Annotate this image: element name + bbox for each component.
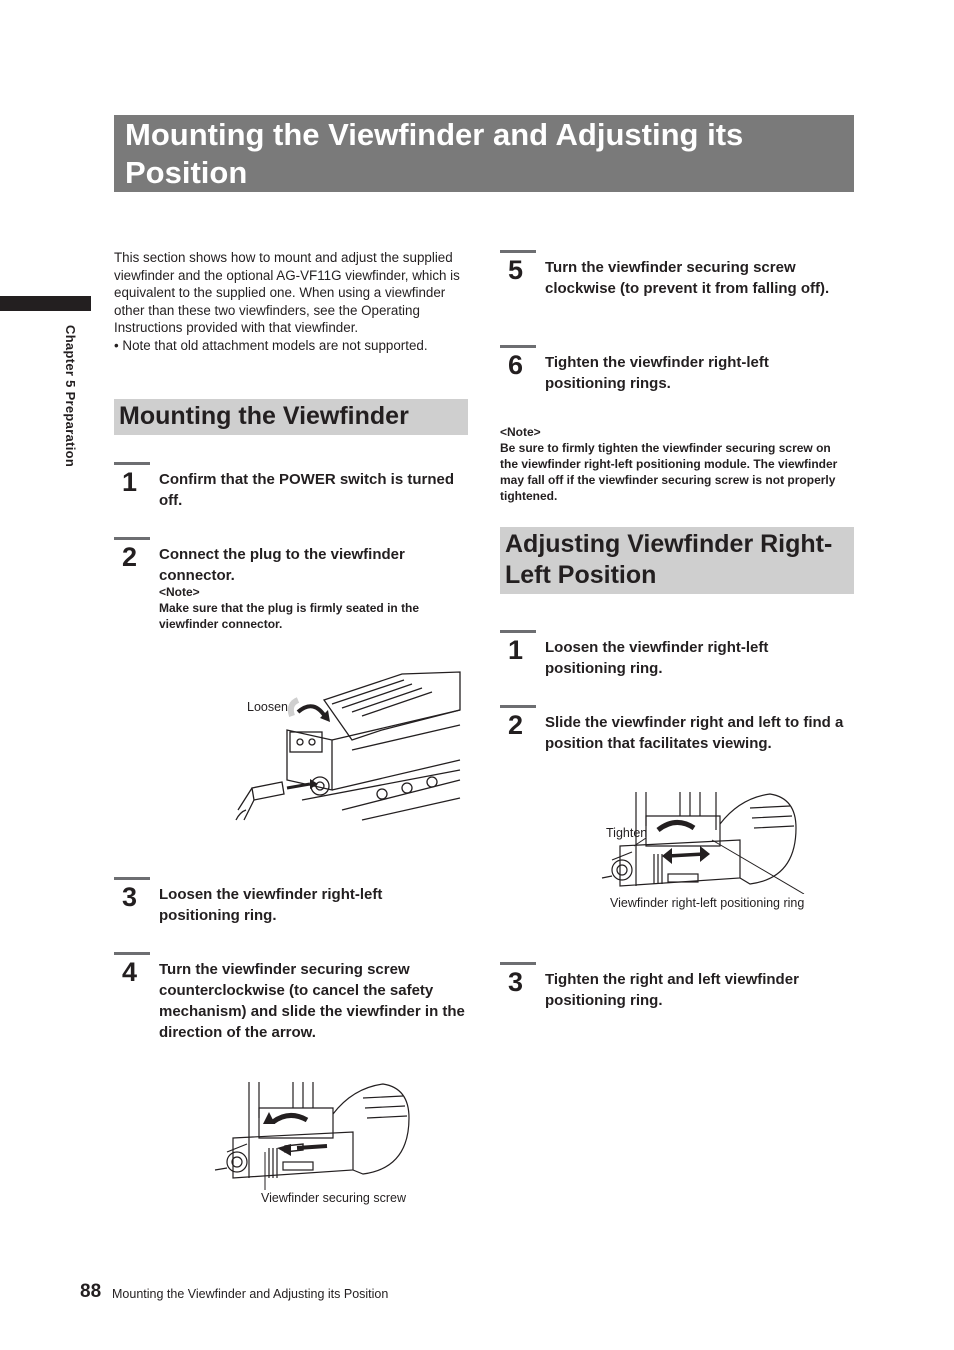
step-number: 2 xyxy=(122,542,138,572)
step-rule xyxy=(114,877,150,880)
note-label: <Note> xyxy=(500,425,541,439)
step-rule xyxy=(500,630,536,633)
step-number: 2 xyxy=(508,710,524,740)
page-number: 88 xyxy=(80,1281,102,1302)
figure-label-loosen: Loosen xyxy=(247,700,289,714)
chapter-tab-label: Chapter 5 Preparation xyxy=(63,325,78,468)
step-number: 5 xyxy=(508,255,524,285)
step-number: 6 xyxy=(508,350,524,380)
step-rule xyxy=(114,462,150,465)
step-text: Loosen the viewfinder right-left positioning ring. xyxy=(545,639,769,677)
footer-title: Mounting the Viewfinder and Adjusting its Position xyxy=(112,1287,389,1301)
viewfinder-adjust-illustration xyxy=(600,790,810,894)
note-label: <Note> xyxy=(159,585,200,599)
intro-bullet: • Note that old attachment models are not supported. xyxy=(114,337,428,353)
section-heading-adjusting: Adjusting Viewfinder Right-Left Position xyxy=(500,527,854,594)
step-text: Connect the plug to the viewfinder connector. xyxy=(159,546,405,584)
step-number: 1 xyxy=(122,467,138,497)
step-text: Tighten the viewfinder right-left positioning rings. xyxy=(545,354,769,392)
step-rule xyxy=(114,537,150,540)
step-note xyxy=(159,584,459,632)
step-number: 1 xyxy=(508,635,524,665)
intro-paragraph: This section shows how to mount and adjust the supplied viewfinder and the optional AG-VF11G viewfinder, which is equivalent to the supplied one. When using a viewfinder other than these two viewfinders, see the Operating Instructions provided with that viewfinder. xyxy=(114,250,460,336)
camera-connector-illustration xyxy=(232,670,464,826)
step-rule xyxy=(500,705,536,708)
step-number: 4 xyxy=(122,957,138,987)
step-text: Confirm that the POWER switch is turned off. xyxy=(159,471,455,509)
note-text: Be sure to firmly tighten the viewfinder securing screw on the viewfinder right-left positioning module. The viewfinder may fall off if the viewfinder securing screw is not properly tightened. xyxy=(500,441,838,503)
figure-label-tighten: Tighten xyxy=(606,826,648,840)
step-text: Tighten the right and left viewfinder positioning ring. xyxy=(545,971,799,1009)
step-rule xyxy=(500,962,536,965)
step-rule xyxy=(114,952,150,955)
step-text: Loosen the viewfinder right-left positioning ring. xyxy=(159,886,383,924)
note-block xyxy=(500,424,850,504)
step-rule xyxy=(500,345,536,348)
chapter-tab-bar xyxy=(0,296,91,311)
figure-label-securing-screw: Viewfinder securing screw xyxy=(261,1191,406,1205)
step-text: Turn the viewfinder securing screw clockwise (to prevent it from falling off). xyxy=(545,259,830,297)
section-heading-mounting: Mounting the Viewfinder xyxy=(114,399,468,435)
step-number: 3 xyxy=(122,882,138,912)
viewfinder-slide-illustration xyxy=(213,1078,413,1190)
page-title: Mounting the Viewfinder and Adjusting its Position xyxy=(125,117,744,190)
figure-label-positioning-ring: Viewfinder right-left positioning ring xyxy=(610,896,805,910)
step-rule xyxy=(500,250,536,253)
step-number: 3 xyxy=(508,967,524,997)
step-text: Turn the viewfinder securing screw counterclockwise (to cancel the safety mechanism) and slide the viewfinder in the direction of the arrow. xyxy=(159,961,465,1041)
intro-text xyxy=(114,249,464,355)
step-text: Slide the viewfinder right and left to find a position that facilitates viewing. xyxy=(545,714,844,752)
note-text: Make sure that the plug is firmly seated in the viewfinder connector. xyxy=(159,601,420,631)
